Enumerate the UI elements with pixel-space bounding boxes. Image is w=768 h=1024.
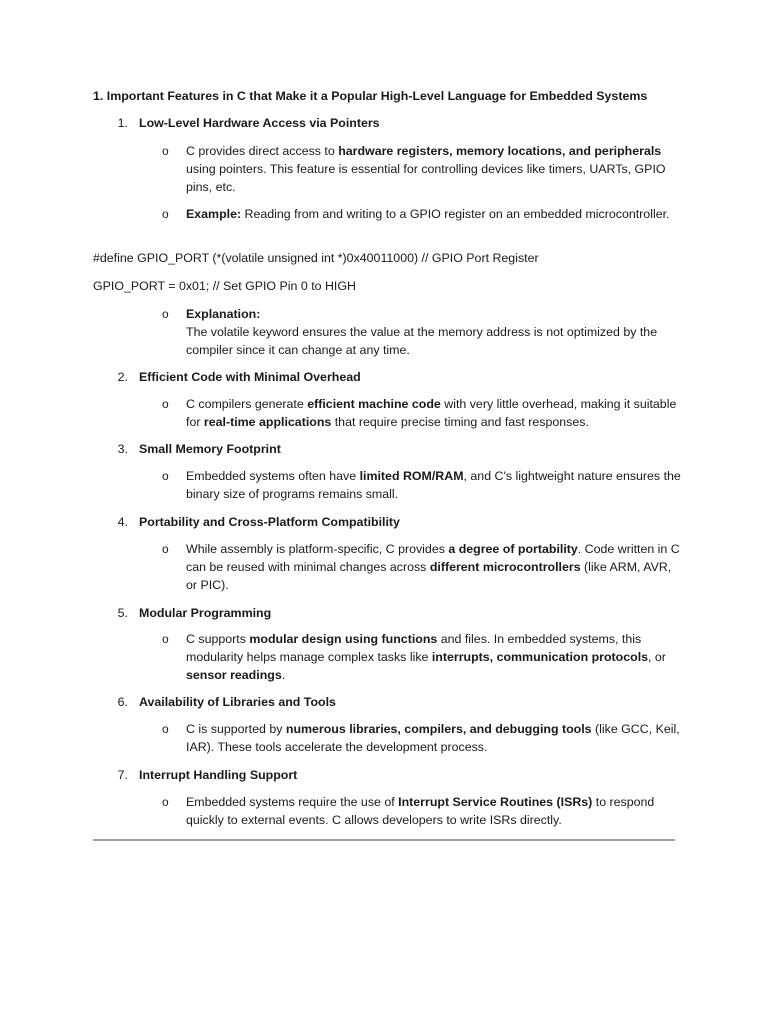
- bullet-marker: o: [162, 397, 169, 411]
- bullet-paragraph: While assembly is platform-specific, C provides a degree of portability. Code written in C can be reused with minimal changes across different microcontrollers (like ARM, AVR, or PIC).: [186, 542, 680, 592]
- section-number: 1.: [117, 116, 128, 130]
- code-line: #define GPIO_PORT (*(volatile unsigned int *)0x40011000) // GPIO Port Register: [93, 251, 539, 265]
- section-title: Portability and Cross-Platform Compatibility: [139, 515, 400, 529]
- bullet-paragraph: C supports modular design using functions and files. In embedded systems, this modularity helps manage complex tasks like interrupts, communication protocols, or sensor readings.: [186, 632, 666, 682]
- section-number: 4.: [117, 515, 128, 529]
- bullet-paragraph: Embedded systems require the use of Interrupt Service Routines (ISRs) to respond quickly to external events. C allows developers to write ISRs directly.: [186, 795, 655, 827]
- bullet-paragraph: C provides direct access to hardware registers, memory locations, and peripherals using pointers. This feature is essential for controlling devices like timers, UARTs, GPIO pins, etc.: [186, 144, 666, 194]
- section-title: Efficient Code with Minimal Overhead: [139, 370, 361, 384]
- bullet-paragraph: C is supported by numerous libraries, compilers, and debugging tools (like GCC, Keil, IAR). These tools accelerate the development process.: [186, 722, 680, 754]
- section-title: Interrupt Handling Support: [139, 768, 298, 782]
- horizontal-rule: [93, 839, 675, 841]
- section-number: 5.: [117, 606, 128, 620]
- bullet-paragraph: Example: Reading from and writing to a GPIO register on an embedded microcontroller.: [186, 207, 670, 221]
- section-title: Modular Programming: [139, 606, 272, 620]
- bullet-marker: o: [162, 542, 169, 556]
- bullet-paragraph: Embedded systems often have limited ROM/RAM, and C's lightweight nature ensures the binary size of programs remains small.: [186, 469, 681, 501]
- section-number: 3.: [117, 442, 128, 456]
- section-number: 6.: [117, 695, 128, 709]
- bullet-marker: o: [162, 632, 169, 646]
- section-title: Availability of Libraries and Tools: [139, 695, 336, 709]
- bullet-marker: o: [162, 207, 169, 221]
- code-line: GPIO_PORT = 0x01; // Set GPIO Pin 0 to HIGH: [93, 279, 356, 293]
- bullet-paragraph: Explanation: The volatile keyword ensures the value at the memory address is not optimized by the compiler since it can change at any time.: [186, 307, 658, 357]
- bullet-marker: o: [162, 795, 169, 809]
- bullet-marker: o: [162, 307, 169, 321]
- bullet-marker: o: [162, 469, 169, 483]
- bullet-marker: o: [162, 722, 169, 736]
- document-heading: 1. Important Features in C that Make it a Popular High-Level Language for Embedded Systems: [93, 89, 648, 103]
- bullet-paragraph: C compilers generate efficient machine code with very little overhead, making it suitable for real-time applications that require precise timing and fast responses.: [186, 397, 677, 429]
- bullet-marker: o: [162, 144, 169, 158]
- section-number: 7.: [117, 768, 128, 782]
- section-number: 2.: [117, 370, 128, 384]
- section-title: Small Memory Footprint: [139, 442, 281, 456]
- section-title: Low-Level Hardware Access via Pointers: [139, 116, 380, 130]
